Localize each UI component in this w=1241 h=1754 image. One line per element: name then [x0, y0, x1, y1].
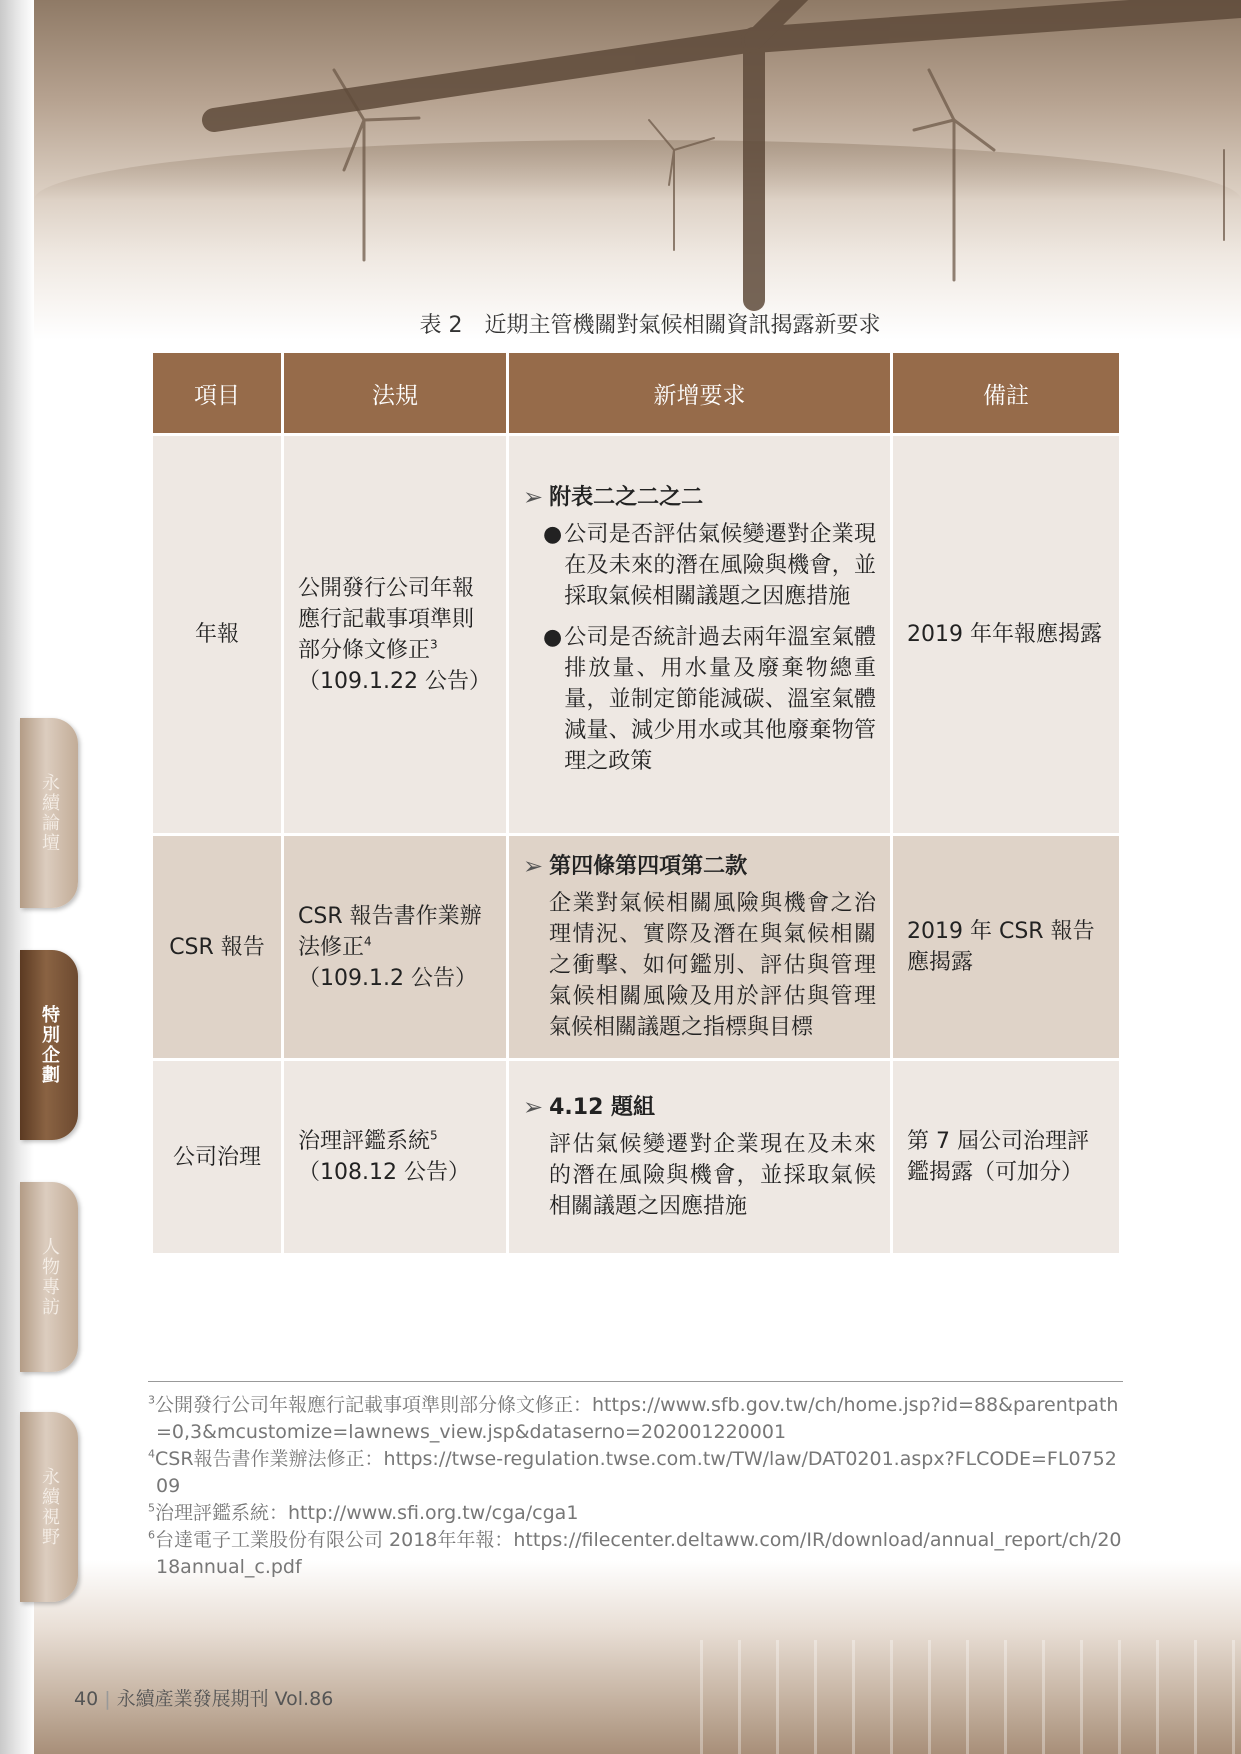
cell-item: CSR 報告 [153, 836, 281, 1058]
journal-title: 永續產業發展期刊 Vol.86 [116, 1688, 334, 1710]
footnote-ref: 4 [364, 934, 372, 949]
arrow-bullet-icon: ➢ [523, 483, 544, 511]
table-caption: 表 2 近期主管機關對氣候相關資訊揭露新要求 [419, 313, 881, 338]
dot-bullet-icon: ● [543, 625, 563, 650]
side-tab-sustainability-forum[interactable]: 永續論壇 [20, 718, 78, 908]
header-item: 項目 [153, 353, 281, 433]
footnote-number: 3 [148, 1393, 155, 1407]
header-new-requirement: 新增要求 [509, 353, 890, 433]
wind-turbine-graphic [34, 0, 1241, 340]
page-footer [74, 1684, 333, 1711]
regulation-name: 治理評鑑系統 [298, 1129, 431, 1154]
cell-item: 年報 [153, 436, 281, 833]
cell-new-requirement [509, 1061, 890, 1253]
requirement-bullet: ● 公司是否評估氣候變遷對企業現在及未來的潛在風險與機會，並採取氣候相關議題之因應措施 [543, 519, 876, 612]
footnote-ref: 3 [430, 637, 438, 652]
dot-bullet-icon: ● [543, 522, 563, 547]
table-row [153, 436, 1119, 833]
requirement-text: 評估氣候變遷對企業現在及未來的潛在風險與機會，並採取氣候相關議題之因應措施 [549, 1132, 876, 1219]
header-regulation: 法規 [284, 353, 506, 433]
requirement-heading: ➢ 第四條第四項第二款 [523, 852, 748, 880]
disclosure-requirements-table [150, 350, 1122, 1256]
requirement-heading: ➢ 附表二之二之二 [523, 483, 704, 511]
regulation-date: （109.1.2 公告） [298, 965, 477, 991]
footnote-divider [148, 1381, 1123, 1382]
footnote [148, 1446, 1128, 1500]
header-remarks: 備註 [893, 353, 1119, 433]
footnote-number: 6 [148, 1528, 155, 1542]
hero-wind-turbine-image [34, 0, 1241, 340]
footnote-number: 5 [148, 1501, 155, 1515]
cell-regulation [284, 1061, 506, 1253]
side-tab-special-feature[interactable]: 特別企劃 [20, 950, 78, 1140]
side-tab-interview[interactable]: 人物專訪 [20, 1182, 78, 1372]
arrow-bullet-icon: ➢ [523, 852, 544, 880]
footnote-text: 公開發行公司年報應行記載事項準則部分條文修正：https://www.sfb.gov.tw/ch/home.jsp?id=88&parentpath=0,3&mcustomize=lawnews_view.jsp&dataserno=202001220001 [155, 1394, 1119, 1443]
fence-graphic [700, 1640, 1240, 1754]
footnotes [148, 1392, 1128, 1581]
requirement-bullet: ● 公司是否統計過去兩年溫室氣體排放量、用水量及廢棄物總重量，並制定節能減碳、溫室氣體減量、減少用水或其他廢棄物管理之政策 [543, 622, 876, 777]
cell-remarks: 2019 年年報應揭露 [893, 436, 1119, 833]
cell-regulation [284, 436, 506, 833]
cell-new-requirement [509, 836, 890, 1058]
table-row [153, 1061, 1119, 1253]
requirement-text: 企業對氣候相關風險與機會之治理情況、實際及潛在與氣候相關之衝擊、如何鑑別、評估與管理氣候相關風險及用於評估與管理氣候相關議題之指標與目標 [549, 891, 876, 1040]
footnote [148, 1500, 1128, 1527]
cell-remarks: 2019 年 CSR 報告應揭露 [893, 836, 1119, 1058]
cell-item: 公司治理 [153, 1061, 281, 1253]
regulation-name: CSR 報告書作業辦法修正 [298, 903, 482, 960]
regulation-name: 公開發行公司年報應行記載事項準則部分條文修正 [298, 575, 475, 663]
footnote-ref: 5 [430, 1128, 438, 1143]
cell-remarks: 第 7 屆公司治理評鑑揭露（可加分） [893, 1061, 1119, 1253]
arrow-bullet-icon: ➢ [523, 1093, 544, 1121]
footnote-number: 4 [148, 1447, 155, 1461]
footnote [148, 1527, 1128, 1581]
footnote [148, 1392, 1128, 1446]
regulation-date: （109.1.22 公告） [298, 668, 491, 694]
footer-separator: | [104, 1688, 111, 1710]
side-tab-sustainability-vision[interactable]: 永續視野 [20, 1412, 78, 1602]
cell-regulation [284, 836, 506, 1058]
footnote-text: 台達電子工業股份有限公司 2018年年報：https://filecenter.deltaww.com/IR/download/annual_report/ch/2018annual_c.pdf [155, 1529, 1122, 1578]
table-header-row [153, 353, 1119, 433]
cell-new-requirement [509, 436, 890, 833]
regulation-date: （108.12 公告） [298, 1160, 470, 1185]
footnote-text: 治理評鑑系統：http://www.sfi.org.tw/cga/cga1 [155, 1502, 579, 1524]
table-row [153, 836, 1119, 1058]
page-number: 40 [74, 1688, 99, 1710]
footnote-text: CSR報告書作業辦法修正：https://twse-regulation.twse.com.tw/TW/law/DAT0201.aspx?FLCODE=FL075209 [155, 1448, 1117, 1497]
requirement-heading: ➢ 4.12 題組 [523, 1093, 656, 1121]
